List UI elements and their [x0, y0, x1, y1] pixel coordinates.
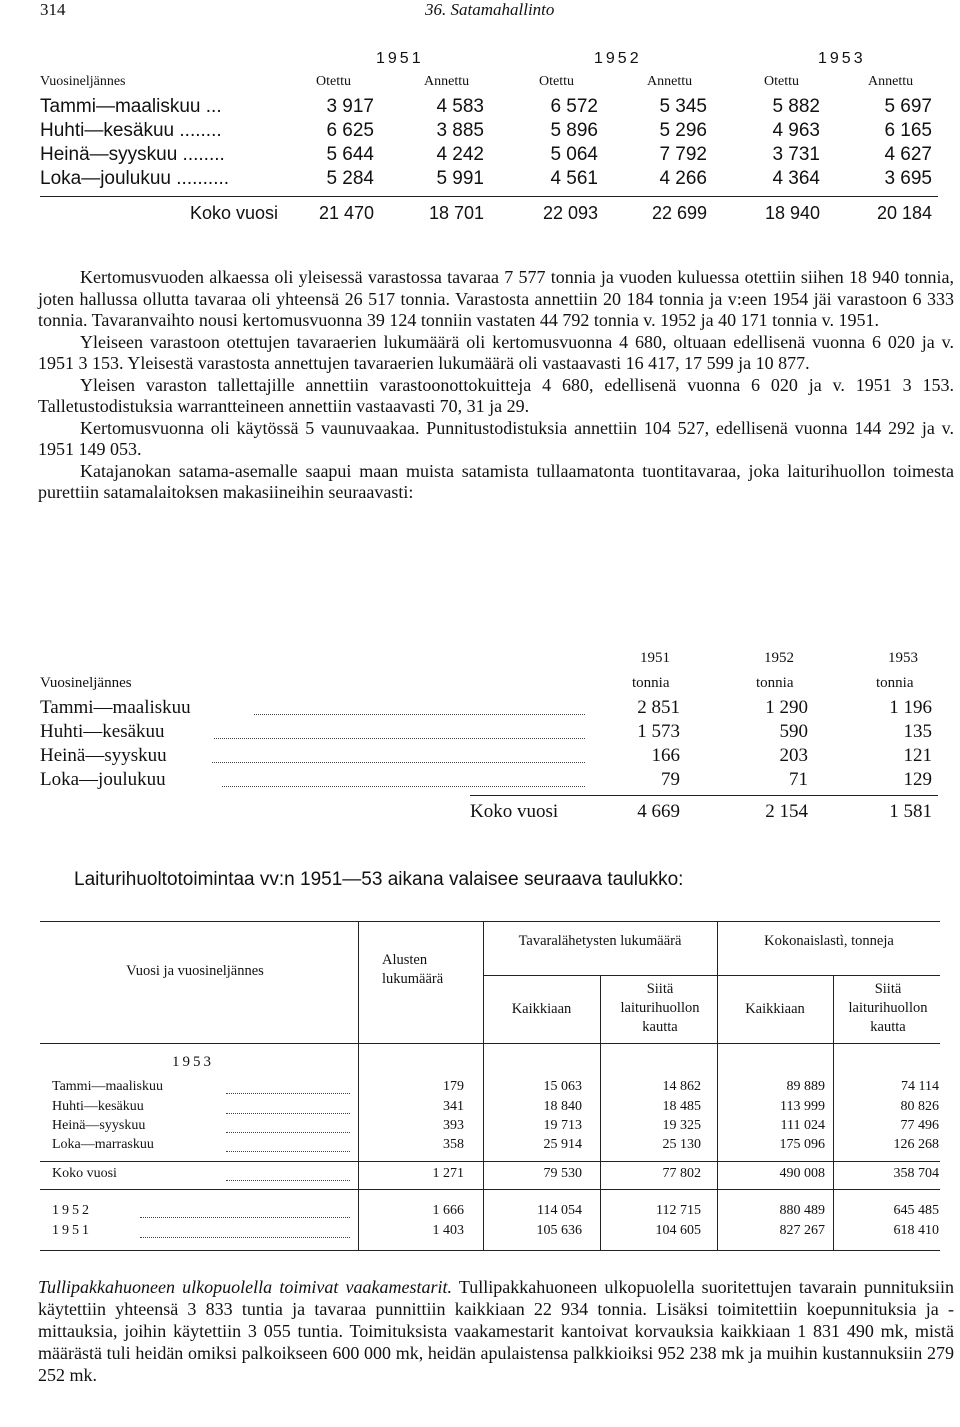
t3-head-period: Vuosi ja vuosineljännes: [126, 963, 264, 979]
t3-total-cell: 490 008: [779, 1166, 825, 1181]
t3-head-pier-1: Siitä laiturihuollon kautta: [620, 981, 700, 1035]
col-annettu-1952: Annettu: [647, 74, 693, 89]
t3-prev-cell: 618 410: [893, 1223, 939, 1238]
t2-total-cell: 1 581: [889, 801, 932, 822]
t3-total-leader: [226, 1180, 350, 1181]
t2-cell: 166: [651, 745, 680, 766]
t3-group2-rule: [717, 975, 940, 976]
t3-prev-leader: [140, 1237, 350, 1238]
t2-total-cell: 4 669: [637, 801, 680, 822]
col-annettu-1951: Annettu: [424, 74, 470, 89]
page-number: 314: [40, 0, 66, 19]
t3-row-cell: 111 024: [780, 1118, 825, 1133]
t1-cell: 5 345: [659, 96, 707, 117]
paragraph-lots: Yleiseen varastoon otettujen tavaraerien lukumäärä oli kertomusvuonna 4 680, oltuaan edellisenä vuonna 6 020 ja v. 1951 3 153. Yleisestä varastosta annettujen tavaraerien lukumäärä oli vastaavasti 16 417, 17 599 ja 10 877.: [38, 331, 954, 373]
t3-prev-label: 1951: [52, 1223, 92, 1238]
t3-row-cell: 18 485: [662, 1099, 701, 1114]
t1-cell: 5 644: [326, 144, 374, 165]
col-otettu-1952: Otettu: [539, 74, 574, 89]
t3-head-all-2: Kaikkiaan: [745, 1001, 805, 1017]
t3-row-cell: 14 862: [662, 1079, 701, 1094]
t1-total-label: Koko vuosi: [190, 203, 279, 223]
t1-cell: 5 284: [326, 168, 374, 189]
t1-cell: 4 583: [436, 96, 484, 117]
t3-top-rule: [40, 921, 940, 922]
t3-total-cell: 1 271: [432, 1166, 464, 1181]
t2-cell: 590: [779, 721, 808, 742]
t1-total-cell: 22 093: [542, 203, 598, 223]
t3-row-cell: 25 130: [662, 1137, 701, 1152]
t3-row-cell: 25 914: [543, 1137, 582, 1152]
paragraph-weighing: Kertomusvuonna oli käytössä 5 vaunuvaakaa. Punnitustodistuksia annettiin 104 527, edellisenä vuonna 144 292 ja v. 1951 149 053.: [38, 417, 954, 459]
t3-prev-label: 1952: [52, 1203, 92, 1218]
t3-row-leader: [226, 1151, 350, 1152]
t1-cell: 5 064: [550, 144, 598, 165]
t2-row-header: Vuosineljännes: [40, 675, 132, 691]
t1-cell: 6 572: [550, 96, 598, 117]
t2-cell: 135: [903, 721, 932, 742]
t1-cell: 4 364: [772, 168, 820, 189]
table3-intro: Laiturihuoltotoimintaa vv:n 1951—53 aikana valaisee seuraava taulukko:: [74, 869, 684, 890]
t3-total-rule: [40, 1189, 940, 1190]
year-header-1953: 1953: [818, 50, 866, 67]
t3-row-cell: 19 325: [662, 1118, 701, 1133]
t1-cell: 3 917: [326, 96, 374, 117]
t3-body-rule: [40, 1161, 940, 1162]
t3-prev-cell: 1 403: [432, 1223, 464, 1238]
t3-row-label: Loka—marraskuu: [52, 1137, 154, 1152]
t2-total-label: Koko vuosi: [470, 801, 559, 822]
t3-prev-leader: [140, 1217, 350, 1218]
t2-cell: 2 851: [637, 697, 680, 718]
scale-masters-heading: Tullipakkahuoneen ulkopuolella toimivat vaakamestarit.: [38, 1277, 453, 1297]
t2-year-1951: 1951: [640, 650, 670, 666]
t1-cell: 5 697: [884, 96, 932, 117]
paragraph-receipts: Yleisen varaston tallettajille annettiin varastoonottokuitteja 4 680, edellisenä vuonna 6 020 ja v. 1951 3 153. Talletustodistuksia warrantteineen annettiin vastaavasti 70, 31 ja 29.: [38, 374, 954, 416]
page-title: 36. Satamahallinto: [425, 0, 555, 19]
t2-unit-1951: tonnia: [632, 675, 670, 691]
t2-row-label: Loka—joulukuu: [40, 769, 166, 790]
t3-total-label: Koko vuosi: [52, 1166, 117, 1181]
t2-cell: 79: [661, 769, 680, 790]
t3-row-cell: 179: [443, 1079, 464, 1094]
t3-row-label: Huhti—kesäkuu: [52, 1099, 144, 1114]
t3-bottom-rule: [40, 1250, 940, 1251]
t3-row-leader: [226, 1093, 350, 1094]
t3-total-cell: 77 802: [662, 1166, 701, 1181]
t2-total-rule: [470, 795, 938, 796]
t3-row-cell: 175 096: [779, 1137, 825, 1152]
t2-row-label: Tammi—maaliskuu: [40, 697, 191, 718]
t3-row-cell: 18 840: [543, 1099, 582, 1114]
t1-row-label: Loka—joulukuu ..........: [40, 168, 230, 189]
t3-total-cell: 358 704: [893, 1166, 939, 1181]
t3-total-cell: 79 530: [543, 1166, 582, 1181]
t3-head-group1: Tavaralähetysten lukumäärä: [518, 933, 682, 949]
t3-row-cell: 393: [443, 1118, 464, 1133]
t2-cell: 121: [903, 745, 932, 766]
t1-cell: 6 165: [884, 120, 932, 141]
t1-cell: 4 266: [659, 168, 707, 189]
t1-cell: 3 885: [436, 120, 484, 141]
t3-row-cell: 74 114: [901, 1079, 939, 1094]
t2-leader: [214, 738, 585, 739]
t3-prev-cell: 1 666: [432, 1203, 464, 1218]
t2-leader: [222, 786, 585, 787]
t3-row-cell: 113 999: [780, 1099, 825, 1114]
t1-cell: 6 625: [326, 120, 374, 141]
t1-row-label: Huhti—kesäkuu ........: [40, 120, 222, 141]
t1-cell: 4 561: [550, 168, 598, 189]
year-header-1952: 1952: [594, 50, 642, 67]
t1-total-cell: 21 470: [318, 203, 374, 223]
t1-total-cell: 18 940: [764, 203, 820, 223]
t1-cell: 5 882: [772, 96, 820, 117]
year-header-1951: 1951: [376, 50, 424, 67]
t3-row-label: Heinä—syyskuu: [52, 1118, 146, 1133]
t2-year-1953: 1953: [888, 650, 918, 666]
t3-prev-cell: 112 715: [656, 1203, 701, 1218]
t3-head-group2: Kokonaislastì, tonneja: [764, 933, 894, 949]
t1-cell: 3 695: [884, 168, 932, 189]
t2-unit-1952: tonnia: [756, 675, 794, 691]
table-rule: [40, 196, 938, 197]
t3-prev-cell: 104 605: [655, 1223, 701, 1238]
col-otettu-1951: Otettu: [316, 74, 351, 89]
t3-row-cell: 89 889: [786, 1079, 825, 1094]
t3-row-cell: 80 826: [900, 1099, 939, 1114]
col-otettu-1953: Otettu: [764, 74, 799, 89]
t1-cell: 5 991: [436, 168, 484, 189]
t3-prev-cell: 105 636: [536, 1223, 582, 1238]
t2-cell: 1 290: [765, 697, 808, 718]
col-annettu-1953: Annettu: [868, 74, 914, 89]
scale-masters-text: Tullipakkahuoneen ulkopuolella suoritettujen tavarain punnituksiin käytettiin yhteensä 3 833 tuntia ja tavaraa punnittiin kaikkiaan 22 934 tonnia. Lisäksi toimitettiin koepunnituksia ja -mittauksia, joihin käytettiin 3 055 tuntia. Toimituksista vaakamestarit kantoivat korvauksia kaikkiaan 1 831 490 mk, mistä määrästä tuli heidän omiksi palkoikseen 600 000 mk, heidän apulaistensa palkkioiksi 952 238 mk ja muihin kustannuksiin 279 252 mk.: [38, 1277, 954, 1385]
t3-row-cell: 341: [443, 1099, 464, 1114]
t2-cell: 71: [789, 769, 808, 790]
t3-head-all-1: Kaikkiaan: [511, 1001, 572, 1017]
t3-year-label: 1953: [172, 1054, 214, 1070]
t3-row-leader: [226, 1113, 350, 1114]
t3-prev-cell: 880 489: [779, 1203, 825, 1218]
t2-year-1952: 1952: [764, 650, 794, 666]
t1-cell: 4 963: [772, 120, 820, 141]
t1-total-cell: 18 701: [428, 203, 484, 223]
t2-leader: [254, 714, 585, 715]
t3-row-cell: 19 713: [543, 1118, 582, 1133]
t1-total-cell: 20 184: [876, 203, 932, 223]
t3-row-cell: 15 063: [543, 1079, 582, 1094]
t3-prev-cell: 827 267: [779, 1223, 825, 1238]
t3-head-ships: Alusten lukumäärä: [382, 952, 444, 987]
t1-cell: 5 296: [659, 120, 707, 141]
t2-row-label: Huhti—kesäkuu: [40, 721, 165, 742]
t3-row-cell: 126 268: [893, 1137, 939, 1152]
t2-cell: 1 573: [637, 721, 680, 742]
row-header: Vuosineljännes: [40, 74, 126, 89]
t3-prev-cell: 114 054: [537, 1203, 582, 1218]
t3-prev-cell: 645 485: [893, 1203, 939, 1218]
t3-row-cell: 77 496: [900, 1118, 939, 1133]
t2-cell: 203: [779, 745, 808, 766]
t3-head-rule: [40, 1043, 940, 1044]
t2-cell: 129: [903, 769, 932, 790]
paragraph-katajanokka: Katajanokan satama-asemalle saapui maan muista satamista tullaamatonta tuontitavaraa, joka laiturihuollon toimesta purettiin satamalaitoksen makasiineihin seuraavasti:: [38, 460, 954, 502]
t1-total-cell: 22 699: [651, 203, 707, 223]
t2-unit-1953: tonnia: [876, 675, 914, 691]
t2-total-cell: 2 154: [765, 801, 808, 822]
t3-row-cell: 358: [443, 1137, 464, 1152]
t1-row-label: Tammi—maaliskuu ...: [40, 96, 222, 117]
paragraph-stock: Kertomusvuoden alkaessa oli yleisessä varastossa tavaraa 7 577 tonnia ja vuoden kuluessa otettiin siihen 18 940 tonnia, joten hallussa ollutta tavaraa oli yhteensä 26 517 tonnia. Varastosta annettiin 20 184 tonnia ja v:een 1954 jäi varastoon 6 333 tonnia. Tavaranvaihto nousi kertomusvuonna 39 124 tonniin vastaten 44 792 tonnia v. 1952 ja 40 171 tonnia v. 1951.: [38, 267, 954, 330]
scale-masters-paragraph: [38, 1276, 954, 1386]
t1-cell: 5 896: [550, 120, 598, 141]
body-text: [38, 267, 954, 504]
t2-cell: 1 196: [889, 697, 932, 718]
t1-cell: 4 627: [884, 144, 932, 165]
t2-leader: [212, 762, 585, 763]
t2-row-label: Heinä—syyskuu: [40, 745, 167, 766]
t1-cell: 3 731: [772, 144, 820, 165]
t3-row-label: Tammi—maaliskuu: [52, 1079, 164, 1094]
t3-row-leader: [226, 1132, 350, 1133]
t3-head-pier-2: Siitä laiturihuollon kautta: [848, 981, 928, 1035]
t1-row-label: Heinä—syyskuu ........: [40, 144, 225, 165]
t1-cell: 4 242: [436, 144, 484, 165]
t1-cell: 7 792: [659, 144, 707, 165]
